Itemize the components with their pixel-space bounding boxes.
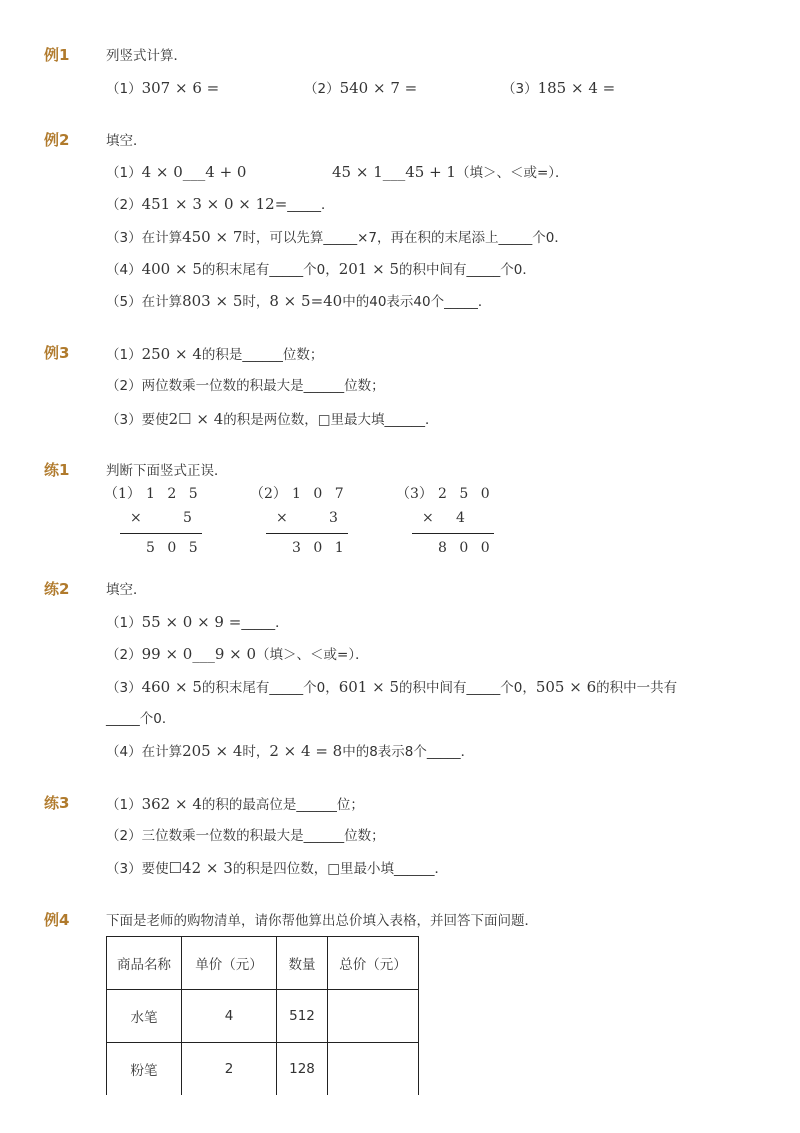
example-1-item-2 [304,78,417,99]
example-1-item-3 [502,78,615,99]
practice-3-line-1 [106,794,364,815]
math-expression: 99 × 0___9 × 0 [141,645,257,663]
blank-text: _____． [241,615,289,631]
math-expression: 8 × 5=40 [269,292,343,310]
item-label: （2） [106,197,142,213]
header-unit-price: 单价（元） [182,937,277,990]
example-4-title: 下面是老师的购物清单，请你帮他算出总价填入表格，并回答下面问题． [106,913,538,929]
cell-unit-price: 2 [182,1043,277,1096]
example-1-tag: 例1 [44,46,70,64]
table-row [107,1043,419,1096]
practice-2-line-3-continued: _____个0． [106,711,176,727]
example-2-tag: 例2 [44,131,70,149]
item-label: （1） [106,347,142,363]
math-expression: 460 × 5 [141,678,202,696]
example-1-title: 列竖式计算． [106,48,187,64]
math-expression: 400 × 5 [141,260,202,278]
question-text: 时，可以先算_____×7，再在积的末尾添上_____个0． [242,230,568,246]
practice-2-title: 填空． [106,582,147,598]
question-text: 中的40表示40个_____． [342,294,492,310]
math-expression: 4 × 0___4 + 0 [141,163,247,181]
question-text: 的积是______位数； [201,347,324,363]
example-2-line-4 [106,259,536,280]
cell-item-name: 粉笔 [107,1043,182,1096]
practice-2-line-1 [106,612,289,633]
item-label: （3） [106,680,142,696]
header-quantity: 数量 [277,937,328,990]
item-label: （1） [106,615,142,631]
example-2-line-3 [106,227,568,248]
item-label: （4） [106,262,142,278]
cell-quantity: 512 [277,990,328,1043]
math-expression: 601 × 5 [338,678,399,696]
item-label: （2） [106,647,142,663]
calc-3-operator: × [422,510,434,526]
math-expression: 505 × 6 [535,678,597,696]
practice-3-line-2: （2）三位数乘一位数的积最大是______位数； [106,828,385,844]
question-text: 的积是四位数，□里最小填______． [232,861,449,877]
question-text: 的积中间有_____个0， [399,680,536,696]
instruction-text: （填＞、＜或=）． [256,647,369,663]
practice-2-line-4 [106,741,474,762]
calc-1-line [120,533,202,534]
example-1-item-1 [106,78,219,99]
calc-2-top-number: 1 0 7 [292,486,348,502]
item-label: （3）要使 [106,861,169,877]
example-2-line-1b [332,162,569,183]
question-text: 中的8表示8个_____． [342,744,475,760]
question-text: 的积末尾有_____个0， [201,262,339,278]
calc-3-multiplier: 4 [456,510,465,526]
example-4-tag: 例4 [44,911,70,929]
calc-2-operator: × [276,510,288,526]
example-2-title: 填空． [106,133,147,149]
example-3-line-1 [106,344,323,365]
practice-2-line-2 [106,644,369,665]
item-label: （2） [304,81,340,97]
math-expression: 185 × 4 = [537,79,616,97]
calc-3-label: （3） [396,486,433,502]
math-expression: 540 × 7 = [339,79,418,97]
math-expression: 2 × 4 = 8 [269,742,343,760]
calc-1-top-number: 1 2 5 [146,486,202,502]
calc-1-operator: × [130,510,142,526]
math-expression: 362 × 4 [141,795,202,813]
math-expression: ☐42 × 3 [168,859,233,877]
question-text: 的积末尾有_____个0， [201,680,339,696]
math-expression: 450 × 7 [182,228,243,246]
math-expression: 45 × 1___45 + 1 [332,163,456,181]
question-text: 时， [242,744,270,760]
cell-item-name: 水笔 [107,990,182,1043]
blank-text: _____． [287,197,335,213]
example-2-line-5 [106,291,491,312]
math-expression: 201 × 5 [338,260,399,278]
practice-2-line-3 [106,677,677,698]
item-label: （1） [106,797,142,813]
math-expression: 250 × 4 [141,345,202,363]
practice-3-tag: 练3 [44,794,70,812]
calc-2-label: （2） [250,486,287,502]
item-label: （5）在计算 [106,294,183,310]
shopping-list-table [106,936,419,1095]
header-total-price: 总价（元） [328,937,419,990]
practice-3-line-3 [106,858,448,879]
example-2-line-2 [106,194,335,215]
cell-unit-price: 4 [182,990,277,1043]
item-label: （3）要使 [106,412,169,428]
calc-2-line [266,533,348,534]
calc-2-result: 3 0 1 [292,540,348,556]
math-expression: 205 × 4 [182,742,243,760]
cell-total-price[interactable] [328,990,419,1043]
calc-2-multiplier: 3 [329,510,338,526]
header-item-name: 商品名称 [107,937,182,990]
question-text: 的积是两位数，□里最大填______． [223,412,439,428]
question-text: 时， [242,294,270,310]
question-text: 的积中间有_____个0． [399,262,536,278]
calc-3-line [412,533,494,534]
practice-2-tag: 练2 [44,580,70,598]
math-expression: 307 × 6 = [141,79,220,97]
question-text: 的积中一共有 [596,680,678,696]
cell-quantity: 128 [277,1043,328,1096]
item-label: （3）在计算 [106,230,183,246]
calc-1-multiplier: 5 [183,510,192,526]
math-expression: 2☐ × 4 [168,410,224,428]
cell-total-price[interactable] [328,1043,419,1096]
example-3-tag: 例3 [44,344,70,362]
math-expression: 55 × 0 × 9 = [141,613,242,631]
practice-1-title: 判断下面竖式正误． [106,463,228,479]
instruction-text: （填＞、＜或=）． [455,165,569,181]
question-text: 的积的最高位是______位； [201,797,364,813]
example-3-line-2: （2）两位数乘一位数的积最大是______位数； [106,378,385,394]
practice-1-tag: 练1 [44,461,70,479]
math-expression: 803 × 5 [182,292,243,310]
calc-3-top-number: 2 5 0 [438,486,494,502]
item-label: （4）在计算 [106,744,183,760]
item-label: （1） [106,81,142,97]
example-3-line-3 [106,409,439,430]
calc-1-result: 5 0 5 [146,540,202,556]
table-row [107,990,419,1043]
math-expression: 451 × 3 × 0 × 12= [141,195,288,213]
table-header-row [107,937,419,990]
calc-1-label: （1） [104,486,141,502]
calc-3-result: 8 0 0 [438,540,494,556]
example-2-line-1 [106,162,246,183]
item-label: （3） [502,81,538,97]
item-label: （1） [106,165,142,181]
